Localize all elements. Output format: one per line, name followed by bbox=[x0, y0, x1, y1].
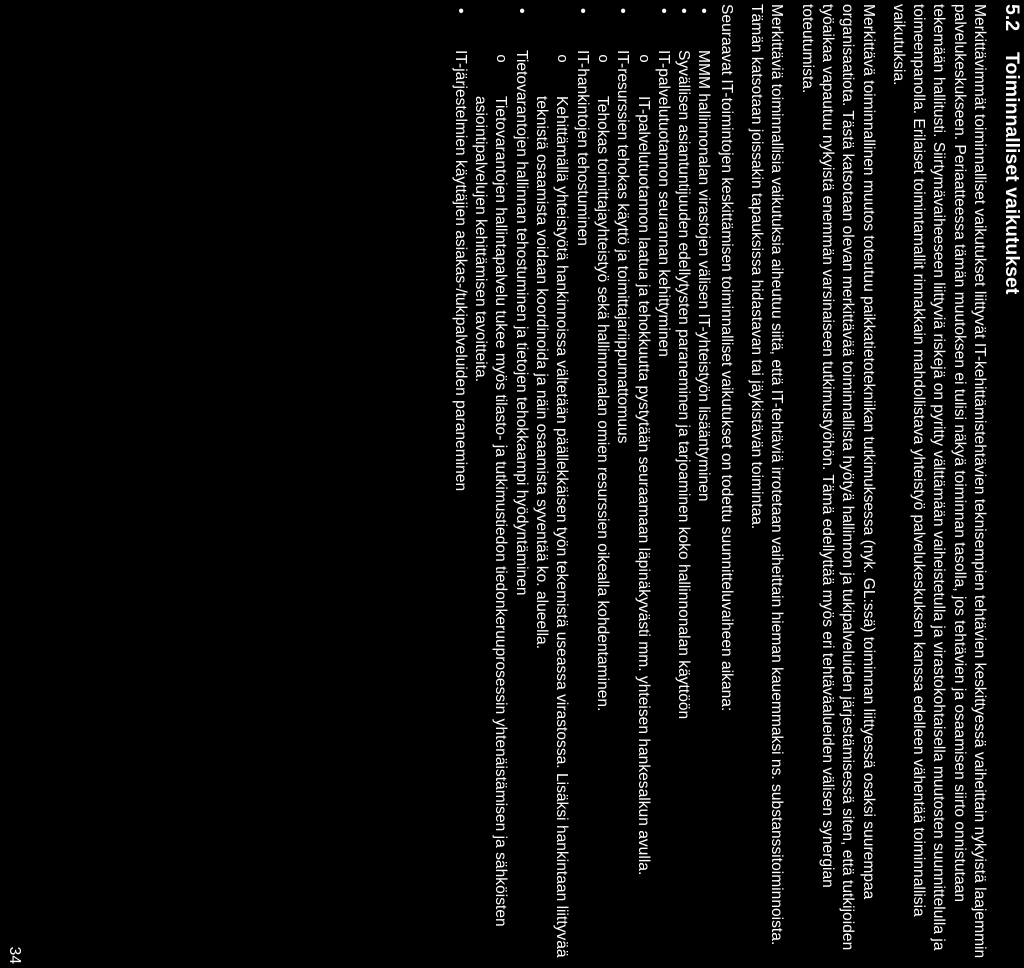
list-item-text: IT-järjestelmien käyttäjien asiakas-/tukipalveluiden paraneminen bbox=[451, 50, 469, 492]
sub-list-item: o IT-palvelutuotannon laatua ja tehokkuutta pystytään seuraamaan läpinäkyvästi mm. yhteisen hankesalkun avulla. bbox=[632, 50, 652, 962]
list-item-text: Tietovarantojen hallinnan tehostuminen ja tietojen tehokkaampi hyödyntäminen bbox=[512, 50, 530, 596]
section-heading bbox=[1000, 4, 1024, 962]
sub-list-item: o Tietovarantojen hallintapalvelu tukee myös tilasto- ja tutkimustiedon tiedonkeruuprosessin yhtenäistämisen ja sähköisten asiointipalvelujen kehittämisen tavoitteita. bbox=[470, 50, 511, 962]
list-item-text: IT-hankintojen tehostuminen bbox=[573, 50, 591, 246]
section-title: Toiminnalliset vaikutukset bbox=[1001, 52, 1023, 295]
sub-list bbox=[632, 50, 652, 962]
list-item bbox=[450, 4, 470, 962]
list-item bbox=[592, 4, 633, 962]
list-item-text: Syvällisen asiantuntijuuden edellytysten paraneminen ja tarjoaminen koko hallinnonalan käyttöön bbox=[675, 50, 693, 720]
list-item bbox=[673, 4, 693, 962]
list-item bbox=[470, 4, 531, 962]
list-item bbox=[531, 4, 592, 962]
list-item-text: IT-palvelutuotannon seurannan kehittyminen bbox=[654, 50, 672, 357]
list-item-text: MMM hallinnonalan virastojen välisen IT-yhteistyön lisääntyminen bbox=[695, 50, 713, 502]
sub-list-item: o Kehittämällä yhteistyötä hankinnoissa vältetään päällekkäisen työn tekemistä useassa virastossa. Lisäksi hankintaan liittyvää teknistä osaamista voidaan koordinoida ja näin osaamista syventää ko. alueella. bbox=[531, 50, 572, 962]
sub-list-item: o Tehokas toimittajayhteistyö sekä hallinnonalan omien resurssien oikealla kohdentaminen. bbox=[592, 50, 612, 962]
list-item bbox=[693, 4, 713, 962]
list-item bbox=[632, 4, 673, 962]
sub-list bbox=[470, 50, 511, 962]
paragraph: Merkittävimmät toiminnalliset vaikutukset liittyvät IT-kehittämistehtävien teknisempien tehtävien keskittyessä vaiheittain nykyistä laajemmin palvelukeskukseen. Periaatteessa tämän muutoksen ei tulisi näkyä toiminnan tasolla, jos tehtävien ja osaamisen siirto onnistutaan tekemään hallitusti. Siirtymävaiheeseen liittyviä riskejä on pyritty välttämään vaiheistetulla ja virastokohtaisella muutosten suunnittelulla ja toimeenpanolla. Erilaiset toimintamallit rinnakkain mahdollistava yhteistyö palvelukeskuksen kanssa edelleen vähentää toiminnallisia vaikutuksia. bbox=[889, 4, 988, 959]
sub-list bbox=[531, 50, 572, 962]
impact-list bbox=[450, 4, 714, 962]
list-item-text: IT-resurssien tehokas käyttö ja toimittajariippumattomuus bbox=[614, 50, 632, 444]
paragraph: Merkittäviä toiminnallisia vaikutuksia aiheutuu siitä, että IT-tehtäviä irrotetaan vaiheittain hieman kauemmaksi ns. substanssitoiminnoista. Tämän katsotaan joissakin tapauksissa hidastavan tai jäykistävän toimintaa. bbox=[748, 4, 786, 946]
paragraph: Seuraavat IT-toimintojen keskittämisen toiminnalliset vaikutukset on todettu suunnitteluvaiheen aikana: bbox=[717, 4, 735, 712]
section-number: 5.2 bbox=[1001, 4, 1023, 32]
page-number: 34 bbox=[6, 946, 24, 964]
sub-list bbox=[592, 50, 612, 962]
paragraph: Merkittävä toiminnallinen muutos toteutuu paikkatietotekniikan tutkimuksessa (nyk. GL:ssä) toiminnan liittyessä osaksi suurempaa organisaatiota. Tästä katsotaan olevan merkittävää toiminnallista hyötyä hallinnon ja tukipalveluiden järjestämisessä siten, että tutkijoiden työaikaa vapautuu nykyistä enemmän varsinaiseen tutkimustyöhön. Tämä edellyttää myös eri tehtäväalueiden välisen synergian toteutumista. bbox=[798, 4, 877, 951]
